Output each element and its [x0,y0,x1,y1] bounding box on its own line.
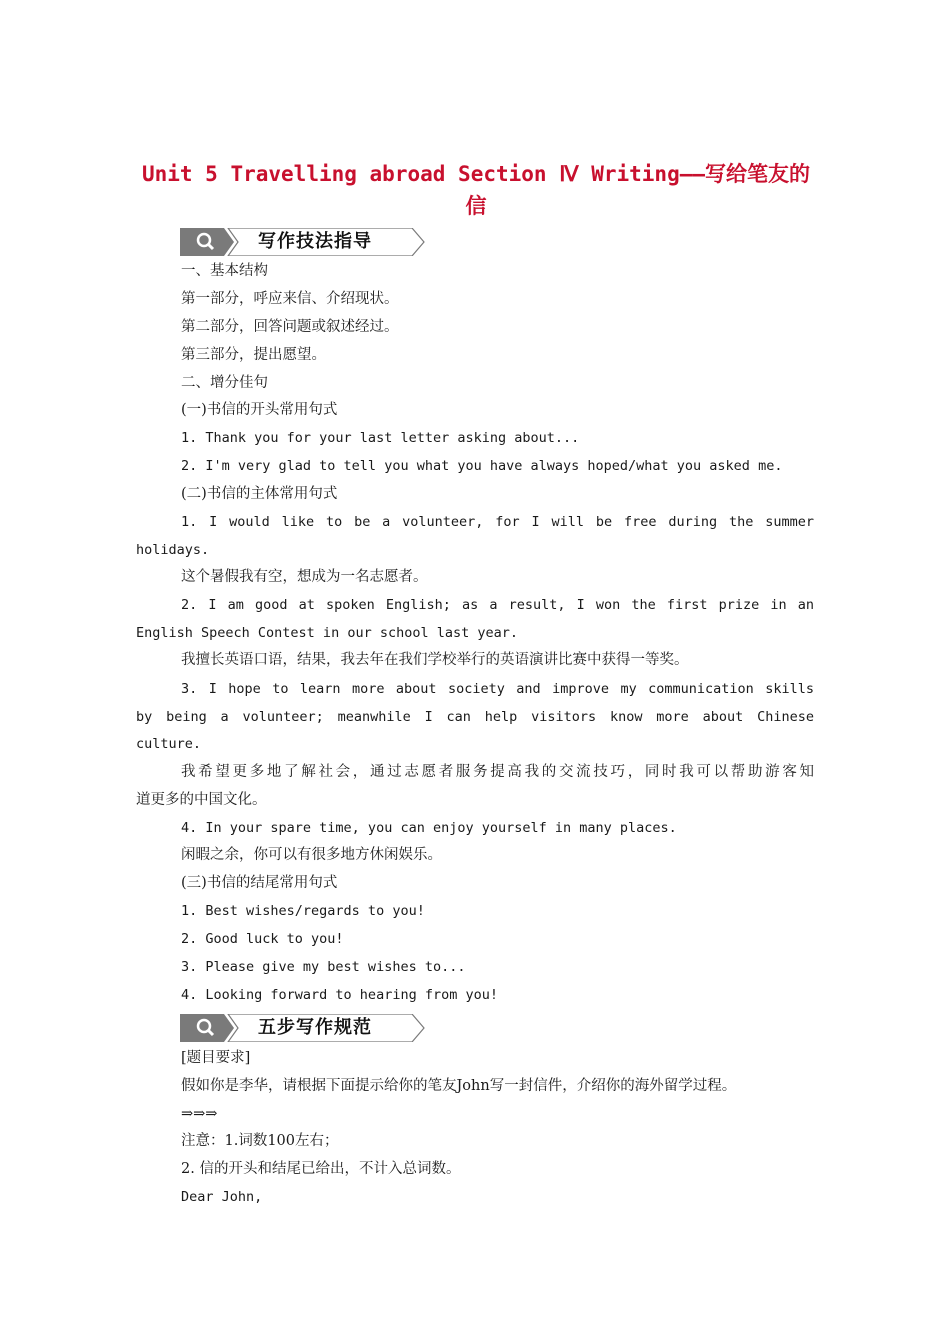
banner-label: 写作技法指导 [258,231,372,252]
body-sentence-4-translation: 闲暇之余，你可以有很多地方休闲娱乐。 [181,847,442,863]
body-sentence-1-line2: holidays. [136,542,210,558]
opening-sentence-1: 1. Thank you for your last letter asking about... [181,430,580,446]
structure-heading: 一、基本结构 [181,263,268,279]
structure-part3: 第三部分，提出愿望。 [181,347,326,363]
closing-heading: (三)书信的结尾常用句式 [181,875,338,891]
task-note-2: 2. 信的开头和结尾已给出，不计入总词数。 [181,1161,461,1177]
sentences-heading: 二、增分佳句 [181,375,268,391]
body-sentence-2-translation: 我擅长英语口语，结果，我去年在我们学校举行的英语演讲比赛中获得一等奖。 [181,652,689,668]
body-sentence-1-line1: 1. I would like to be a volunteer, for I will be free during the summer [181,514,814,530]
task-note-1: 注意：1.词数100左右； [181,1133,339,1149]
body-sentence-3-translation-line2: 道更多的中国文化。 [136,792,267,808]
body-sentence-4: 4. In your spare time, you can enjoy yourself in many places. [181,820,677,836]
body-sentence-2-line2: English Speech Contest in our school last year. [136,625,519,641]
body-sentence-3-line2: by being a volunteer; meanwhile I can help visitors know more about Chinese [136,709,814,725]
body-sentence-1-translation: 这个暑假我有空，想成为一名志愿者。 [181,569,428,585]
body-sentence-3-line1: 3. I hope to learn more about society and improve my communication skills [181,681,814,697]
section-banner-steps [180,1014,425,1042]
title-chinese: 写给笔友的信 [465,161,811,218]
opening-heading: (一)书信的开头常用句式 [181,402,338,418]
body-sentence-3-translation-line1: 我希望更多地了解社会，通过志愿者服务提高我的交流技巧，同时我可以帮助游客知 [181,764,814,780]
closing-sentence-3: 3. Please give my best wishes to... [181,959,466,975]
structure-part2: 第二部分，回答问题或叙述经过。 [181,319,399,335]
body-sentence-3-line3: culture. [136,736,202,752]
banner-label: 五步写作规范 [258,1017,372,1038]
title-english: Unit 5 Travelling abroad Section Ⅳ Writing—— [141,162,706,186]
task-arrows: ⇒⇒⇒ [181,1106,218,1122]
task-label: [题目要求] [181,1050,251,1066]
closing-sentence-1: 1. Best wishes/regards to you! [181,903,425,919]
task-prompt: 假如你是李华，请根据下面提示给你的笔友John写一封信件，介绍你的海外留学过程。 [181,1078,737,1094]
section-banner-guide [180,228,425,256]
closing-sentence-4: 4. Looking forward to hearing from you! [181,987,498,1003]
body-heading: (二)书信的主体常用句式 [181,486,338,502]
page-title [136,158,816,222]
letter-greeting: Dear John, [181,1189,263,1205]
opening-sentence-2: 2. I'm very glad to tell you what you have always hoped/what you asked me. [181,458,783,474]
body-sentence-2-line1: 2. I am good at spoken English; as a result, I won the first prize in an [181,597,814,613]
closing-sentence-2: 2. Good luck to you! [181,931,344,947]
structure-part1: 第一部分，呼应来信、介绍现状。 [181,291,399,307]
